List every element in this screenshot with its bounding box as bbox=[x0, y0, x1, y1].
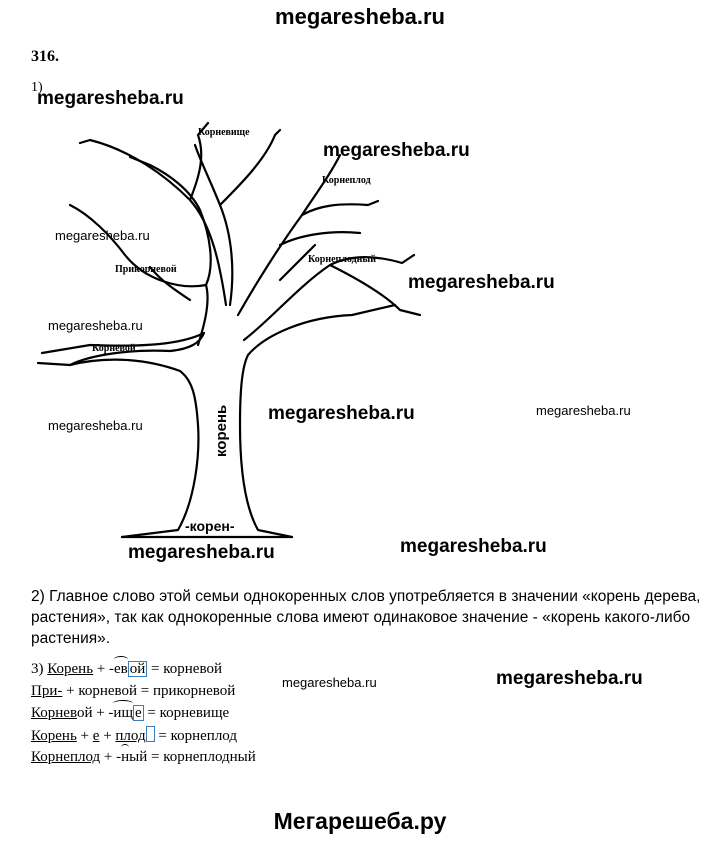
watermark: megaresheba.ru bbox=[323, 140, 470, 161]
watermark: megaresheba.ru bbox=[282, 675, 377, 690]
watermark: megaresheba.ru bbox=[48, 418, 143, 433]
base-label: -корен- bbox=[185, 518, 235, 534]
tree-label-prikornevoy: Прикорневой bbox=[115, 264, 177, 275]
morpheme-line-4: Корень + е + плод = корнеплод bbox=[31, 728, 238, 744]
morpheme-line-3: Корневой + -ищ е = корневище bbox=[31, 705, 230, 721]
branch-prikornevoy bbox=[70, 157, 211, 345]
ending: е bbox=[135, 705, 142, 721]
watermark: megaresheba.ru bbox=[400, 536, 547, 557]
root: плод bbox=[115, 728, 146, 744]
suffix: ищ bbox=[113, 705, 133, 721]
watermark: megaresheba.ru bbox=[496, 668, 643, 689]
ending: ый bbox=[129, 749, 148, 765]
watermark: megaresheba.ru bbox=[128, 542, 275, 563]
tree-label-korneplodny: Корнеплодный bbox=[308, 254, 376, 265]
tree-label-korenishche: Корневище bbox=[198, 127, 250, 138]
zero-ending bbox=[146, 726, 155, 742]
watermark: megaresheba.ru bbox=[37, 88, 184, 109]
ending: ой bbox=[129, 661, 146, 677]
watermark: megaresheba.ru bbox=[48, 318, 143, 333]
trunk-label: корень bbox=[213, 404, 230, 457]
site-footer: Мегарешеба.ру bbox=[273, 808, 447, 834]
watermark: megaresheba.ru bbox=[536, 403, 631, 418]
tree-label-kornevoy: Корневой bbox=[92, 343, 136, 354]
branch-korneplodny bbox=[244, 255, 420, 340]
trunk-left-edge bbox=[38, 360, 198, 537]
tree-label-korneplod: Корнеплод bbox=[322, 175, 371, 186]
root: Корень bbox=[31, 728, 77, 744]
root: Корнев bbox=[31, 705, 77, 721]
watermark: megaresheba.ru bbox=[268, 403, 415, 424]
task-number: 316. bbox=[31, 48, 59, 65]
root: Корень bbox=[47, 661, 94, 677]
part1-label: 1) bbox=[31, 80, 43, 95]
suffix: ев bbox=[114, 661, 128, 677]
explanation-paragraph: 2) Главное слово этой семьи однокоренных слов употребляется в значении «корень дерева, растения», так как однокоренные слова имеют одинаковое значение - «корень какого-либо растения». bbox=[31, 588, 701, 647]
morpheme-line-1: 3) Корень + -ев ой = корневой bbox=[31, 661, 222, 677]
root: Корнеплод bbox=[31, 749, 101, 765]
watermark: megaresheba.ru bbox=[55, 228, 150, 243]
connector: е bbox=[92, 728, 100, 744]
morpheme-line-5: Корнеплод + -ный = корнеплодный bbox=[31, 749, 256, 765]
morpheme-line-2: При- + корневой = прикорневой bbox=[31, 683, 236, 699]
watermark: megaresheba.ru bbox=[408, 272, 555, 293]
prefix: При- bbox=[31, 683, 63, 699]
suffix: н bbox=[121, 749, 130, 765]
site-header: megaresheba.ru bbox=[275, 4, 445, 29]
